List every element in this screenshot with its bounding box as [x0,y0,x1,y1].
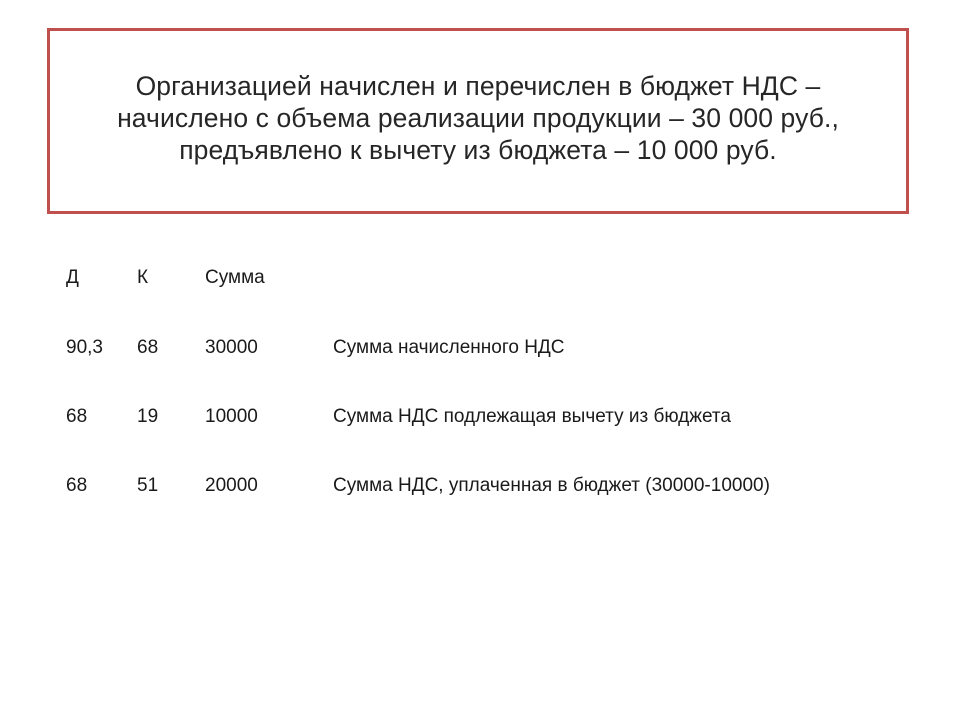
row-description: Сумма начисленного НДС [333,337,565,358]
row-debit: 90,3 [66,337,103,358]
row-amount: 10000 [205,406,258,427]
row-credit: 68 [137,337,159,358]
row-debit: 68 [66,406,88,427]
row-description: Сумма НДС подлежащая вычету из бюджета [333,406,731,427]
table-header-row [0,263,960,293]
table-row [0,471,960,501]
header-debit: Д [66,267,79,288]
title-line-3: предъявлено к вычету из бюджета – 10 000 руб. [179,135,777,165]
row-debit: 68 [66,475,88,496]
title-line-2: начислено с объема реализации продукции – 30 000 руб., [117,103,839,133]
row-description: Сумма НДС, уплаченная в бюджет (30000-10000) [333,475,770,496]
row-amount: 20000 [205,475,258,496]
title-line-1: Организацией начислен и перечислен в бюджет НДС – [135,71,821,101]
header-credit: К [137,267,149,288]
row-amount: 30000 [205,337,258,358]
row-credit: 19 [137,406,159,427]
table-row [0,333,960,363]
table-row [0,402,960,432]
header-amount: Сумма [205,267,265,288]
row-credit: 51 [137,475,159,496]
